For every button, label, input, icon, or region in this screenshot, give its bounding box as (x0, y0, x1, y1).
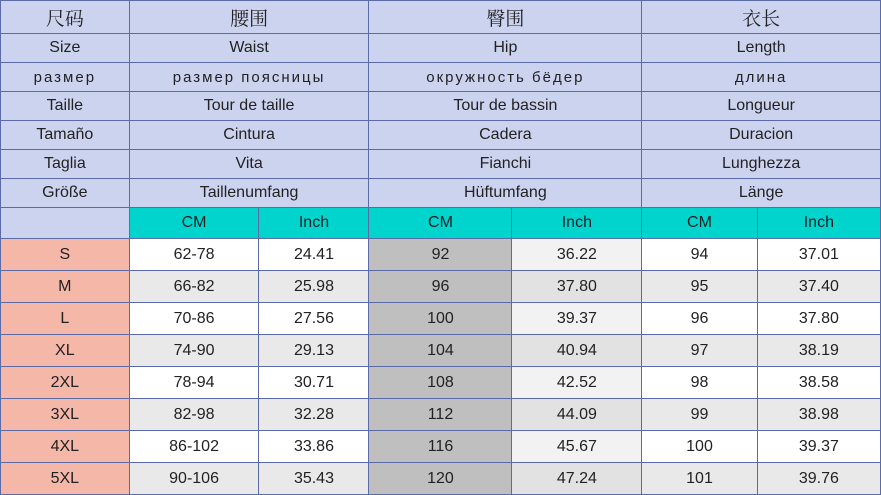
cell-length-inch: 38.98 (757, 399, 880, 431)
cell-hip-cm: 116 (369, 431, 512, 463)
cell-waist-cm: 90-106 (129, 463, 259, 495)
header-size-russian: размер (1, 63, 130, 92)
cell-size: L (1, 303, 130, 335)
cell-length-cm: 94 (642, 239, 757, 271)
table-row (1, 431, 881, 463)
cell-waist-inch: 33.86 (259, 431, 369, 463)
table-row (1, 463, 881, 495)
unit-waist-inch: Inch (259, 208, 369, 239)
header-length-english: Length (642, 34, 881, 63)
cell-waist-inch: 30.71 (259, 367, 369, 399)
cell-hip-cm: 92 (369, 239, 512, 271)
cell-length-cm: 95 (642, 271, 757, 303)
cell-hip-cm: 112 (369, 399, 512, 431)
header-waist-italian: Vita (129, 150, 369, 179)
header-size-spanish: Tamaño (1, 121, 130, 150)
unit-length-inch: Inch (757, 208, 880, 239)
cell-size: S (1, 239, 130, 271)
header-size-chinese: 尺码 (1, 1, 130, 34)
cell-length-inch: 37.01 (757, 239, 880, 271)
cell-waist-cm: 86-102 (129, 431, 259, 463)
header-hip-italian: Fianchi (369, 150, 642, 179)
cell-length-cm: 98 (642, 367, 757, 399)
cell-hip-inch: 36.22 (512, 239, 642, 271)
cell-size: 3XL (1, 399, 130, 431)
cell-waist-inch: 25.98 (259, 271, 369, 303)
header-length-chinese: 衣长 (642, 1, 881, 34)
cell-hip-inch: 39.37 (512, 303, 642, 335)
table-row (1, 271, 881, 303)
cell-hip-inch: 37.80 (512, 271, 642, 303)
cell-length-cm: 101 (642, 463, 757, 495)
unit-hip-inch: Inch (512, 208, 642, 239)
cell-waist-inch: 32.28 (259, 399, 369, 431)
cell-size: 5XL (1, 463, 130, 495)
unit-header-row (1, 208, 881, 239)
header-hip-german: Hüftumfang (369, 179, 642, 208)
cell-length-inch: 39.76 (757, 463, 880, 495)
cell-length-inch: 38.58 (757, 367, 880, 399)
cell-hip-inch: 44.09 (512, 399, 642, 431)
cell-size: 2XL (1, 367, 130, 399)
cell-waist-inch: 35.43 (259, 463, 369, 495)
cell-size: M (1, 271, 130, 303)
cell-length-inch: 37.40 (757, 271, 880, 303)
header-row-chinese (1, 1, 881, 34)
unit-hip-cm: CM (369, 208, 512, 239)
header-row-spanish (1, 121, 881, 150)
header-length-french: Longueur (642, 92, 881, 121)
table-row (1, 367, 881, 399)
cell-waist-inch: 27.56 (259, 303, 369, 335)
header-row-french (1, 92, 881, 121)
cell-length-inch: 37.80 (757, 303, 880, 335)
header-waist-german: Taillenumfang (129, 179, 369, 208)
header-size-english: Size (1, 34, 130, 63)
header-size-french: Taille (1, 92, 130, 121)
header-hip-spanish: Cadera (369, 121, 642, 150)
cell-hip-inch: 45.67 (512, 431, 642, 463)
header-waist-english: Waist (129, 34, 369, 63)
cell-waist-inch: 24.41 (259, 239, 369, 271)
table-row (1, 335, 881, 367)
header-length-german: Länge (642, 179, 881, 208)
header-length-russian: длина (642, 63, 881, 92)
header-hip-french: Tour de bassin (369, 92, 642, 121)
cell-waist-cm: 82-98 (129, 399, 259, 431)
cell-waist-cm: 78-94 (129, 367, 259, 399)
cell-length-inch: 39.37 (757, 431, 880, 463)
header-waist-spanish: Cintura (129, 121, 369, 150)
cell-size: XL (1, 335, 130, 367)
header-row-english (1, 34, 881, 63)
header-size-italian: Taglia (1, 150, 130, 179)
cell-hip-cm: 96 (369, 271, 512, 303)
cell-hip-cm: 104 (369, 335, 512, 367)
cell-length-inch: 38.19 (757, 335, 880, 367)
cell-waist-cm: 62-78 (129, 239, 259, 271)
header-row-german (1, 179, 881, 208)
header-row-italian (1, 150, 881, 179)
cell-length-cm: 99 (642, 399, 757, 431)
table-row (1, 399, 881, 431)
header-waist-french: Tour de taille (129, 92, 369, 121)
cell-hip-cm: 100 (369, 303, 512, 335)
cell-hip-cm: 120 (369, 463, 512, 495)
header-hip-chinese: 臀围 (369, 1, 642, 34)
table-row (1, 239, 881, 271)
cell-waist-cm: 70-86 (129, 303, 259, 335)
header-length-italian: Lunghezza (642, 150, 881, 179)
header-length-spanish: Duracion (642, 121, 881, 150)
cell-length-cm: 96 (642, 303, 757, 335)
cell-size: 4XL (1, 431, 130, 463)
header-hip-russian: окружность бёдер (369, 63, 642, 92)
cell-waist-cm: 66-82 (129, 271, 259, 303)
cell-hip-inch: 47.24 (512, 463, 642, 495)
cell-hip-inch: 40.94 (512, 335, 642, 367)
cell-waist-inch: 29.13 (259, 335, 369, 367)
header-size-german: Größe (1, 179, 130, 208)
cell-hip-cm: 108 (369, 367, 512, 399)
cell-waist-cm: 74-90 (129, 335, 259, 367)
cell-length-cm: 100 (642, 431, 757, 463)
header-hip-english: Hip (369, 34, 642, 63)
header-row-russian (1, 63, 881, 92)
header-waist-russian: размер поясницы (129, 63, 369, 92)
unit-size-blank (1, 208, 130, 239)
table-row (1, 303, 881, 335)
unit-length-cm: CM (642, 208, 757, 239)
cell-hip-inch: 42.52 (512, 367, 642, 399)
header-waist-chinese: 腰围 (129, 1, 369, 34)
unit-waist-cm: CM (129, 208, 259, 239)
cell-length-cm: 97 (642, 335, 757, 367)
